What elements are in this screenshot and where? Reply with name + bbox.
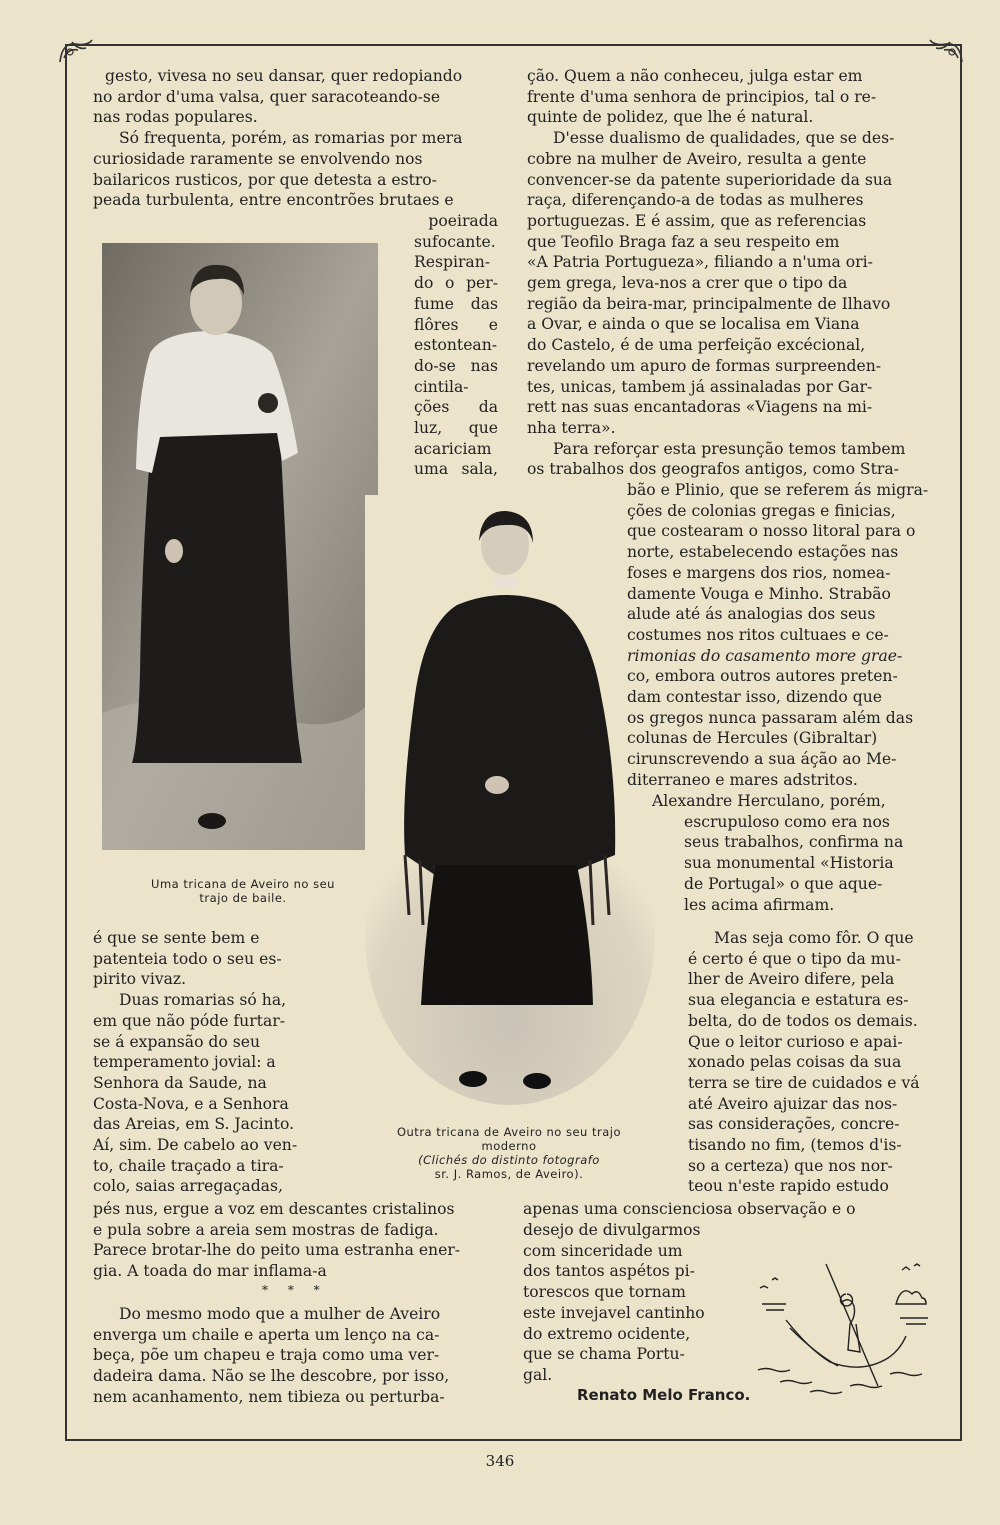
text-line: dam contestar isso, dizendo que <box>627 688 882 707</box>
photo2-caption <box>354 1125 664 1181</box>
text-line: com sinceridade um <box>523 1241 683 1260</box>
text-line: no ardor d'uma valsa, quer saracoteando-se <box>93 87 441 106</box>
caption-line: trajo de baile. <box>199 891 287 905</box>
text-line: enverga um chaile e aperta um lenço na ca- <box>93 1325 440 1344</box>
text-line: damente Vouga e Minho. Strabão <box>627 584 891 603</box>
text-line: sua monumental «Historia <box>684 854 894 873</box>
author-signature: Renato Melo Franco. <box>577 1386 751 1404</box>
text-line: Senhora da Saude, na <box>93 1073 267 1092</box>
caption-line: (Clichés do distinto fotografo <box>418 1153 600 1167</box>
text-line: nas rodas populares. <box>93 108 258 127</box>
text-line: co, embora outros autores preten- <box>627 667 898 686</box>
col2-herculano-text <box>652 791 931 915</box>
text-line: sas considerações, concre- <box>688 1115 900 1134</box>
text-line: belta, do de todos os demais. <box>688 1011 918 1030</box>
text-line: Para reforçar esta presunção temos tambem <box>553 439 906 458</box>
text-line: Que o leitor curioso e apai- <box>688 1032 903 1051</box>
text-line: Alexandre Herculano, porém, <box>652 792 886 810</box>
text-line: diterraneo e mares adstritos. <box>627 770 858 789</box>
text-line: Costa-Nova, e a Senhora <box>93 1094 289 1113</box>
col2-wide-text <box>523 1199 931 1220</box>
col2-narrow-text <box>688 928 931 1197</box>
text-line: raça, diferençando-a de todas as mulheres <box>527 191 864 210</box>
text-line: nem acanhamento, nem tibieza ou perturba- <box>93 1387 445 1406</box>
text-line: e pula sobre a areia sem mostras de fadiga. <box>93 1220 439 1239</box>
text-line: peada turbulenta, entre encontrões brutaes e <box>93 191 454 210</box>
text-line: frente d'uma senhora de principios, tal o re- <box>527 87 877 106</box>
text-line: dos tantos aspétos pi- <box>523 1262 695 1281</box>
text-line: norte, estabelecendo estações nas <box>627 543 899 562</box>
text-line: gem grega, leva-nos a crer que o tipo da <box>527 274 848 293</box>
text-line: cirunscrevendo a sua áção ao Me- <box>627 750 897 769</box>
text-line: alude até ás analogias dos seus <box>627 605 876 624</box>
text-line: luz, que <box>414 419 498 438</box>
text-line: é certo é que o tipo da mu- <box>688 949 901 968</box>
caption-line: Uma tricana de Aveiro no seu <box>151 877 335 891</box>
text-line: pés nus, ergue a voz em descantes cristalinos <box>93 1200 455 1218</box>
text-line: curiosidade raramente se envolvendo nos <box>93 149 423 168</box>
text-line: patenteia todo o seu es- <box>93 949 282 968</box>
col2-last-text <box>523 1220 725 1386</box>
text-line: convencer-se da patente superioridade da sua <box>527 170 893 189</box>
woman-in-white-blouse-icon <box>102 243 378 850</box>
text-line: até Aveiro ajuizar das nos- <box>688 1094 898 1113</box>
text-line: Aí, sim. De cabelo ao ven- <box>93 1136 298 1155</box>
text-line: rett nas suas encantadoras «Viagens na mi- <box>527 398 873 417</box>
caption-line: sr. J. Ramos, de Aveiro). <box>434 1167 584 1181</box>
text-line: cintila- <box>414 377 469 396</box>
col1-bottom-narrow-text <box>93 928 315 1197</box>
ornament-corner-right-icon <box>928 38 964 64</box>
text-line: ções da <box>414 398 498 417</box>
text-line: que Teofilo Braga faz a seu respeito em <box>527 232 840 251</box>
text-line: to, chaile traçado a tira- <box>93 1156 284 1175</box>
col1-bottom-wide-text <box>93 1199 497 1282</box>
text-line: ções de colonias gregas e finicias, <box>627 501 896 520</box>
col2-top-text <box>527 66 931 480</box>
photo-tricana-baile <box>102 243 378 850</box>
text-line: região da beira-mar, principalmente de Ilhavo <box>527 294 891 313</box>
text-line: uma sala, <box>414 460 498 479</box>
text-line: quinte de polidez, que lhe é natural. <box>527 108 814 127</box>
col2-mid-text <box>627 480 931 791</box>
text-line: tisando no fim, (temos d'is- <box>688 1136 902 1155</box>
text-line: rimonias do casamento more grae- <box>627 646 903 665</box>
text-line: os gregos nunca passaram além das <box>627 708 914 727</box>
text-line: acariciam <box>414 439 492 458</box>
text-line: desejo de divulgarmos <box>523 1221 701 1239</box>
text-line: gia. A toada do mar inflama-a <box>93 1262 327 1281</box>
text-line: colunas de Hercules (Gibraltar) <box>627 729 878 748</box>
text-line: temperamento jovial: a <box>93 1053 276 1072</box>
text-line: beça, põe um chapeu e traja como uma ver- <box>93 1346 440 1365</box>
text-line: se á expansão do seu <box>93 1032 261 1051</box>
text-line: do Castelo, é de uma perfeição excécional, <box>527 336 866 355</box>
text-line: terra se tire de cuidados e vá <box>688 1073 920 1092</box>
text-line: cobre na mulher de Aveiro, resulta a gente <box>527 149 867 168</box>
boatman-sketch <box>750 1258 938 1408</box>
text-line: ção. Quem a não conheceu, julga estar em <box>527 67 863 85</box>
text-line: a Ovar, e ainda o que se localisa em Viana <box>527 315 860 334</box>
text-line: Do mesmo modo que a mulher de Aveiro <box>119 1305 441 1323</box>
text-line: torescos que tornam <box>523 1283 686 1302</box>
text-line: so a certeza) que nos nor- <box>688 1156 893 1175</box>
text-line: é que se sente bem e <box>93 929 260 947</box>
text-line: gesto, vivesa no seu dansar, quer redopiando <box>105 67 463 85</box>
text-line: Parece brotar-lhe do peito uma estranha ener- <box>93 1241 461 1260</box>
text-line: este invejavel cantinho <box>523 1303 705 1322</box>
text-line: Mas seja como fôr. O que <box>714 929 914 947</box>
col1-last-text <box>93 1304 497 1408</box>
text-line: Só frequenta, porém, as romarias por mera <box>119 129 463 148</box>
ornament-corner-left-icon <box>58 38 94 64</box>
text-line: portuguezas. E é assim, que as referencias <box>527 211 867 230</box>
text-line: dadeira dama. Não se lhe descobre, por isso, <box>93 1367 450 1386</box>
text-line: sua elegancia e estatura es- <box>688 991 909 1010</box>
caption-line: moderno <box>481 1139 537 1153</box>
text-line: sufocante. <box>414 232 496 251</box>
text-line: em que não póde furtar- <box>93 1011 285 1030</box>
text-line: revelando um apuro de formas surpreenden- <box>527 356 882 375</box>
text-line: de Portugal» o que aque- <box>684 874 883 893</box>
text-line: colo, saias arregaçadas, <box>93 1177 283 1196</box>
text-line: les acima afirmam. <box>684 895 835 914</box>
col1-top-text <box>93 66 497 211</box>
text-line: bailaricos rusticos, por que detesta a estro- <box>93 170 437 189</box>
text-line: foses e margens dos rios, nomea- <box>627 563 891 582</box>
woman-in-dark-shawl-icon <box>365 495 655 1110</box>
text-line: Respiran- <box>414 253 491 272</box>
text-line: que se chama Portu- <box>523 1345 685 1364</box>
col1-narrow-text <box>414 211 498 480</box>
text-line: os trabalhos dos geografos antigos, como Stra- <box>527 460 899 479</box>
caption-line: Outra tricana de Aveiro no seu trajo <box>396 1125 622 1139</box>
photo1-caption <box>85 877 401 905</box>
text-line: apenas uma conscienciosa observação e o <box>523 1200 856 1218</box>
section-separator: * * * <box>262 1283 328 1297</box>
text-line: do o per- <box>414 274 498 293</box>
text-line: nha terra». <box>527 418 616 437</box>
text-line: seus trabalhos, confirma na <box>684 833 904 852</box>
page-number: 346 <box>485 1452 515 1470</box>
text-line: flôres e <box>414 315 498 334</box>
text-line: do-se nas <box>414 356 498 375</box>
text-line: escrupuloso como era nos <box>684 812 890 831</box>
text-line: bão e Plinio, que se referem ás migra- <box>627 481 929 499</box>
text-line: xonado pelas coisas da sua <box>688 1053 902 1072</box>
text-line: costumes nos ritos cultuaes e ce- <box>627 625 889 644</box>
text-line: que costearam o nosso litoral para o <box>627 522 916 541</box>
text-line: pirito vivaz. <box>93 970 187 989</box>
text-line: do extremo ocidente, <box>523 1324 691 1343</box>
text-line: Duas romarias só ha, <box>119 991 287 1010</box>
text-line: poeirada <box>428 212 498 230</box>
text-line: gal. <box>523 1365 553 1384</box>
text-line: fume das <box>414 294 498 313</box>
photo-tricana-moderno <box>365 495 655 1110</box>
text-line: «A Patria Portugueza», filiando a n'uma ori- <box>527 253 873 272</box>
text-line: lher de Aveiro difere, pela <box>688 970 895 989</box>
text-line: das Areias, em S. Jacinto. <box>93 1115 295 1134</box>
text-line: tes, unicas, tambem já assinaladas por Gar- <box>527 377 873 396</box>
text-line: teou n'este rapido estudo <box>688 1177 889 1196</box>
boatman-in-boat-icon <box>750 1258 938 1408</box>
text-line: estontean- <box>414 336 498 355</box>
text-line: D'esse dualismo de qualidades, que se des- <box>553 129 895 148</box>
